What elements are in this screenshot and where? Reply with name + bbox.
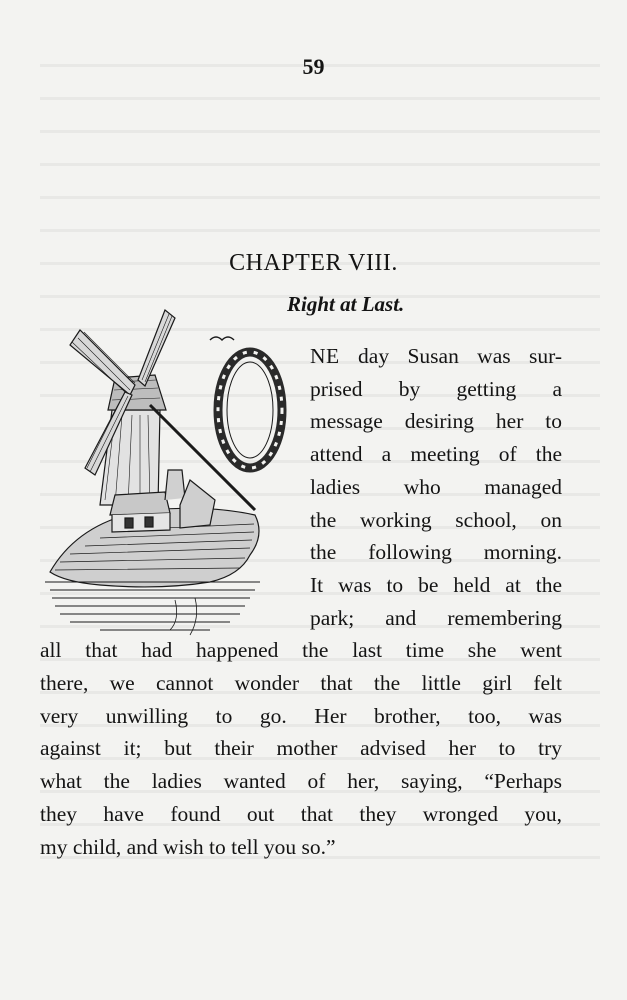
text-line xyxy=(310,438,562,470)
text-line xyxy=(310,373,562,405)
line-text: my child, and wish to tell you so.” xyxy=(40,834,336,859)
text-line xyxy=(40,798,562,830)
line-text: the working school, on xyxy=(310,507,562,532)
line-text: attend a meeting of the xyxy=(310,442,562,467)
text-line xyxy=(310,602,562,634)
chapter-title: CHAPTER VIII. xyxy=(229,250,398,276)
line-text: message desiring her to xyxy=(310,409,562,434)
text-line xyxy=(40,700,562,732)
line-text: It was to be held at the xyxy=(310,572,562,597)
line-text: very unwilling to go. Her brother, too, was xyxy=(40,703,562,728)
drop-cap-continuation: NE xyxy=(310,344,340,368)
line-text: park; and remembering xyxy=(310,605,562,630)
page-number: 59 xyxy=(302,54,325,79)
text-line xyxy=(40,667,562,699)
line-text: the following morning. xyxy=(310,540,562,565)
chapter-subtitle: Right at Last. xyxy=(287,292,405,316)
line-text: ladies who managed xyxy=(310,474,562,499)
line-text: there, we cannot wonder that the little girl felt xyxy=(40,671,562,695)
windmill-drop-cap-illustration xyxy=(40,300,300,640)
line-text: they have found out that they wronged you, xyxy=(40,801,562,826)
text-line xyxy=(310,340,562,372)
text-line xyxy=(310,405,562,437)
line-text: all that had happened the last time she went xyxy=(40,638,562,663)
line-text: what the ladies wanted of her, saying, “Perhaps xyxy=(40,769,562,794)
text-line xyxy=(40,732,562,764)
text-line xyxy=(310,504,562,536)
line-text: against it; but their mother advised her to try xyxy=(40,736,562,761)
text-line xyxy=(310,536,562,568)
text-line xyxy=(40,634,562,666)
line-text: prised by getting a xyxy=(310,376,562,401)
text-line xyxy=(310,471,562,503)
text-line xyxy=(40,765,562,797)
text-line xyxy=(310,569,562,601)
text-line xyxy=(40,831,562,863)
line-text: day Susan was sur- xyxy=(339,344,562,368)
